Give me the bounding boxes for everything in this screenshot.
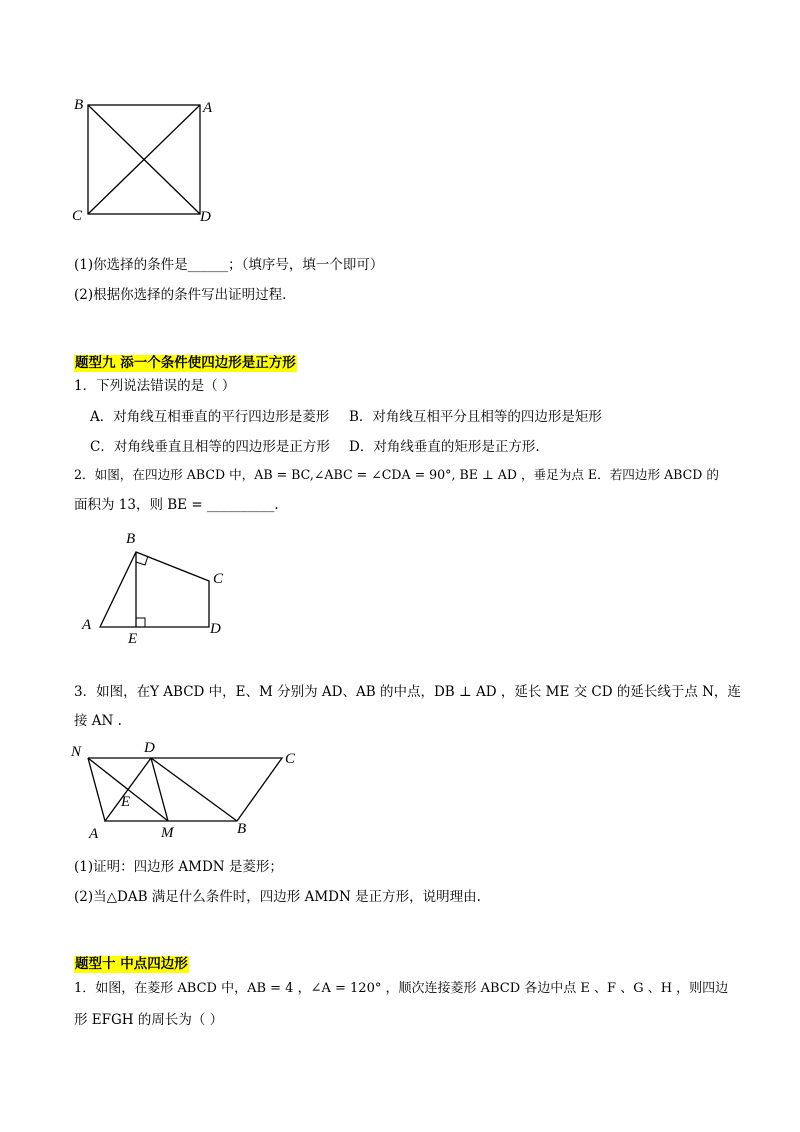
- s10-q1-line-2: 形 EFGH 的周长为（ ）: [74, 1012, 224, 1028]
- s9-q3-sub-2: (2)当△DAB 满足什么条件时，四边形 AMDN 是正方形，说明理由.: [74, 889, 481, 905]
- figure-square: [60, 92, 230, 228]
- quadrilateral-outline: [100, 552, 209, 627]
- segment-na: [88, 758, 105, 821]
- s9-q1-option-c: C．对角线垂直且相等的四边形是正方形: [90, 439, 330, 455]
- s9-q1-stem: 1．下列说法错误的是（ ）: [74, 378, 236, 394]
- label-d: D: [200, 209, 211, 225]
- part1-question-2: (2)根据你选择的条件写出证明过程.: [74, 287, 287, 303]
- label-a: A: [89, 826, 99, 842]
- label-c: C: [72, 208, 83, 224]
- s9-q3-sub-1: (1)证明：四边形 AMDN 是菱形；: [74, 859, 283, 875]
- label-a: A: [82, 617, 92, 633]
- label-e: E: [128, 631, 138, 645]
- right-angle-e: [136, 618, 145, 627]
- s9-q3-line-2: 接 AN .: [74, 713, 122, 729]
- part1-question-1: (1)你选择的条件是______；（填序号，填一个即可）: [74, 257, 384, 273]
- s10-q1-line-1: 1．如图，在菱形 ABCD 中，AB = 4 ，∠A = 120° ，顺次连接菱形 ABCD 各边中点 E 、F 、G 、H ，则四边: [74, 981, 729, 996]
- label-d: D: [210, 621, 221, 637]
- label-c: C: [285, 751, 296, 767]
- s9-q1-option-b: B．对角线互相平分且相等的四边形是矩形: [349, 409, 602, 425]
- label-b: B: [237, 821, 247, 837]
- right-angle-b: [136, 556, 148, 565]
- s9-q1-option-d: D．对角线垂直的矩形是正方形.: [349, 439, 540, 455]
- s9-q1-option-a: A．对角线互相垂直的平行四边形是菱形: [90, 409, 330, 425]
- label-a: A: [203, 100, 213, 116]
- label-b: B: [126, 531, 136, 547]
- label-m: M: [161, 825, 174, 841]
- segment-dm: [151, 758, 168, 821]
- figure-parallelogram: [65, 738, 315, 843]
- label-b: B: [74, 97, 84, 113]
- label-n: N: [71, 744, 82, 760]
- segment-db: [151, 758, 237, 821]
- section-heading-10: 题型十 中点四边形: [75, 956, 188, 972]
- label-d: D: [144, 740, 155, 756]
- section-heading-9: 题型九 添一个条件使四边形是正方形: [75, 355, 296, 371]
- label-c: C: [213, 571, 224, 587]
- label-e: E: [121, 794, 131, 810]
- segment-nm: [88, 758, 168, 821]
- figure-quadrilateral: [70, 525, 240, 645]
- s9-q2-line-2: 面积为 13，则 BE = __________.: [74, 497, 279, 513]
- s9-q2-line-1: 2．如图，在四边形 ABCD 中，AB = BC,∠ABC = ∠CDA = 90°, BE ⊥ AD ，垂足为点 E．若四边形 ABCD 的: [74, 467, 719, 482]
- s9-q3-line-1: 3．如图，在Y ABCD 中，E、M 分别为 AD、AB 的中点，DB ⊥ AD ，延长 ME 交 CD 的延长线于点 N，连: [74, 684, 741, 700]
